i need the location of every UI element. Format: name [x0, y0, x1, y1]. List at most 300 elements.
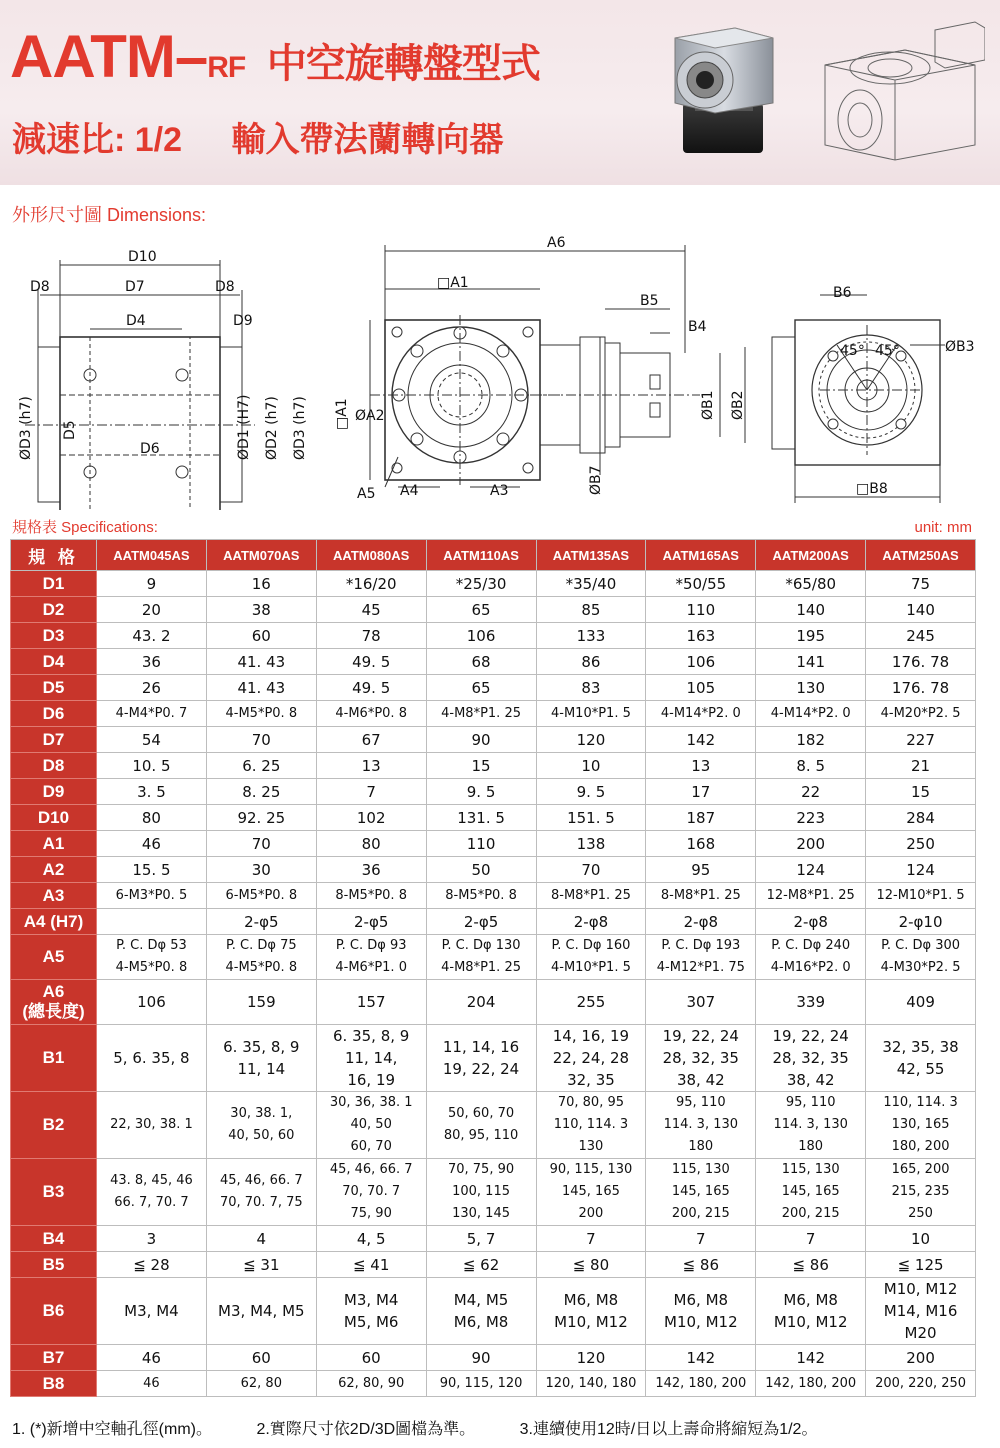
table-cell: 68	[426, 649, 536, 675]
label-b4: B4	[688, 319, 707, 335]
table-cell: 187	[646, 805, 756, 831]
table-cell: 2-φ8	[536, 909, 646, 935]
table-row	[11, 805, 976, 831]
table-cell: ≦ 86	[646, 1252, 756, 1278]
table-cell: 22, 30, 38. 1	[97, 1092, 207, 1159]
table-cell: 2-φ5	[316, 909, 426, 935]
table-cell: 159	[206, 980, 316, 1025]
table-cell: 6. 35, 8, 9 11, 14	[206, 1025, 316, 1092]
table-cell: 245	[866, 623, 976, 649]
note-3: 3.連續使用12時/日以上壽命將縮短為1/2。	[519, 1421, 818, 1438]
row-label: D3	[11, 623, 97, 649]
note-1: 1. (*)新增中空軸孔徑(mm)。	[12, 1421, 212, 1438]
unit-label: unit: mm	[914, 519, 972, 536]
table-cell: 65	[426, 597, 536, 623]
table-cell: 4-M14*P2. 0	[756, 701, 866, 727]
row-label: A4 (H7)	[11, 909, 97, 935]
label-a4: A4	[400, 483, 419, 499]
table-cell: 2-φ8	[646, 909, 756, 935]
row-label: B5	[11, 1252, 97, 1278]
row-label: D7	[11, 727, 97, 753]
title-chinese: 中空旋轉盤型式	[266, 42, 540, 86]
row-label: A5	[11, 935, 97, 980]
table-cell: 75	[866, 571, 976, 597]
table-cell: 142	[756, 1345, 866, 1371]
table-cell: 4, 5	[316, 1226, 426, 1252]
table-cell: 13	[316, 753, 426, 779]
table-cell: 45, 46, 66. 7 70, 70. 7 75, 90	[316, 1159, 426, 1226]
table-row	[11, 1092, 976, 1159]
table-cell: M10, M12 M14, M16 M20	[866, 1278, 976, 1345]
product-photo	[665, 8, 780, 158]
table-cell: M6, M8 M10, M12	[646, 1278, 756, 1345]
table-cell: 182	[756, 727, 866, 753]
table-cell: 204	[426, 980, 536, 1025]
table-cell: 9	[97, 571, 207, 597]
table-cell: 106	[646, 649, 756, 675]
table-cell: 138	[536, 831, 646, 857]
model-name: AATM	[10, 23, 175, 90]
table-cell: 26	[97, 675, 207, 701]
table-cell: M6, M8 M10, M12	[756, 1278, 866, 1345]
table-cell: 12-M10*P1. 5	[866, 883, 976, 909]
table-cell: 142, 180, 200	[646, 1371, 756, 1397]
table-cell: 80	[97, 805, 207, 831]
table-cell: 409	[866, 980, 976, 1025]
isometric-drawing	[815, 20, 985, 165]
table-row	[11, 779, 976, 805]
table-row	[11, 1252, 976, 1278]
label-a2: ØA2	[355, 408, 385, 424]
table-cell: 110, 114. 3 130, 165 180, 200	[866, 1092, 976, 1159]
table-header-row	[11, 540, 976, 571]
table-cell: 10	[536, 753, 646, 779]
row-label: B2	[11, 1092, 97, 1159]
label-b1: ØB1	[700, 390, 716, 420]
table-cell: 11, 14, 16 19, 22, 24	[426, 1025, 536, 1092]
label-a6: A6	[547, 235, 566, 251]
table-row	[11, 571, 976, 597]
table-cell: 4-M8*P1. 25	[426, 701, 536, 727]
label-b6: B6	[833, 285, 852, 301]
table-cell: M3, M4, M5	[206, 1278, 316, 1345]
table-cell: 15	[866, 779, 976, 805]
table-cell: 60	[206, 623, 316, 649]
table-cell: P. C. Dφ 75 4-M5*P0. 8	[206, 935, 316, 980]
table-cell: 92. 25	[206, 805, 316, 831]
table-cell: 157	[316, 980, 426, 1025]
label-d3-left: ØD3 (h7)	[18, 396, 34, 460]
table-cell: 19, 22, 24 28, 32, 35 38, 42	[646, 1025, 756, 1092]
table-cell: 124	[756, 857, 866, 883]
table-cell: 6. 35, 8, 9 11, 14, 16, 19	[316, 1025, 426, 1092]
table-cell: 141	[756, 649, 866, 675]
table-cell: *25/30	[426, 571, 536, 597]
table-cell: ≦ 28	[97, 1252, 207, 1278]
corner-cell: 規 格	[11, 540, 97, 571]
table-body	[11, 571, 976, 1397]
table-cell: 2-φ5	[206, 909, 316, 935]
reduction-ratio: 減速比: 1/2	[12, 121, 183, 159]
table-cell: 90	[426, 1345, 536, 1371]
table-cell: 70	[206, 831, 316, 857]
table-cell: 49. 5	[316, 649, 426, 675]
table-cell: 339	[756, 980, 866, 1025]
row-label: D2	[11, 597, 97, 623]
label-d6: D6	[140, 441, 160, 457]
table-cell: P. C. Dφ 160 4-M10*P1. 5	[536, 935, 646, 980]
row-label: D4	[11, 649, 97, 675]
row-label: A6 (總長度)	[11, 980, 97, 1025]
row-label: B6	[11, 1278, 97, 1345]
row-label: B8	[11, 1371, 97, 1397]
table-cell: 8. 5	[756, 753, 866, 779]
table-cell: 307	[646, 980, 756, 1025]
table-cell: 50	[426, 857, 536, 883]
table-cell: P. C. Dφ 53 4-M5*P0. 8	[97, 935, 207, 980]
table-row	[11, 980, 976, 1025]
table-cell: 65	[426, 675, 536, 701]
label-d10: D10	[128, 249, 157, 265]
table-cell: 131. 5	[426, 805, 536, 831]
label-b7: ØB7	[588, 465, 604, 495]
table-cell: 8. 25	[206, 779, 316, 805]
table-cell: 102	[316, 805, 426, 831]
table-cell: M6, M8 M10, M12	[536, 1278, 646, 1345]
table-cell	[97, 909, 207, 935]
table-cell: *35/40	[536, 571, 646, 597]
label-d2: ØD2 (h7)	[264, 396, 280, 460]
row-label: D9	[11, 779, 97, 805]
table-cell: 165, 200 215, 235 250	[866, 1159, 976, 1226]
model-header: AATM135AS	[536, 540, 646, 571]
table-cell: 15	[426, 753, 536, 779]
table-cell: ≦ 62	[426, 1252, 536, 1278]
table-cell: P. C. Dφ 130 4-M8*P1. 25	[426, 935, 536, 980]
table-cell: 78	[316, 623, 426, 649]
table-cell: 284	[866, 805, 976, 831]
table-cell: 163	[646, 623, 756, 649]
table-cell: 200, 220, 250	[866, 1371, 976, 1397]
table-cell: 16	[206, 571, 316, 597]
table-cell: 14, 16, 19 22, 24, 28 32, 35	[536, 1025, 646, 1092]
table-cell: 151. 5	[536, 805, 646, 831]
table-cell: 140	[866, 597, 976, 623]
table-cell: 176. 78	[866, 649, 976, 675]
label-a1-vertical: □A1	[334, 398, 350, 430]
table-cell: 6. 25	[206, 753, 316, 779]
table-cell: 8-M5*P0. 8	[316, 883, 426, 909]
table-cell: 195	[756, 623, 866, 649]
table-cell: 19, 22, 24 28, 32, 35 38, 42	[756, 1025, 866, 1092]
table-cell: 86	[536, 649, 646, 675]
model-header: AATM165AS	[646, 540, 756, 571]
table-cell: 4-M20*P2. 5	[866, 701, 976, 727]
table-cell: 95, 110 114. 3, 130 180	[756, 1092, 866, 1159]
table-cell: 43. 2	[97, 623, 207, 649]
label-angle-right: 45°	[875, 343, 900, 359]
note-2: 2.實際尺寸依2D/3D圖檔為準。	[256, 1421, 476, 1438]
table-cell: P. C. Dφ 300 4-M30*P2. 5	[866, 935, 976, 980]
table-cell: 4-M10*P1. 5	[536, 701, 646, 727]
table-cell: 227	[866, 727, 976, 753]
label-b2: ØB2	[730, 390, 746, 420]
table-cell: 85	[536, 597, 646, 623]
table-cell: 250	[866, 831, 976, 857]
table-cell: 2-φ8	[756, 909, 866, 935]
label-d5: D5	[62, 420, 78, 440]
table-cell: 6-M3*P0. 5	[97, 883, 207, 909]
table-cell: 60	[316, 1345, 426, 1371]
table-cell: 142, 180, 200	[756, 1371, 866, 1397]
row-label: A2	[11, 857, 97, 883]
footer-notes	[12, 1416, 857, 1439]
table-row	[11, 623, 976, 649]
table-cell: 5, 6. 35, 8	[97, 1025, 207, 1092]
table-cell: 2-φ10	[866, 909, 976, 935]
specifications-table	[10, 539, 976, 1397]
label-d4: D4	[126, 313, 146, 329]
specifications-heading: 規格表 Specifications:	[12, 519, 158, 536]
table-cell: 90, 115, 130 145, 165 200	[536, 1159, 646, 1226]
table-cell: 8-M8*P1. 25	[536, 883, 646, 909]
label-d3-right: ØD3 (h7)	[292, 396, 308, 460]
table-row	[11, 1159, 976, 1226]
table-cell: M3, M4	[97, 1278, 207, 1345]
label-a1: □A1	[437, 275, 469, 291]
table-cell: *50/55	[646, 571, 756, 597]
row-label: D10	[11, 805, 97, 831]
table-cell: 54	[97, 727, 207, 753]
row-label: B3	[11, 1159, 97, 1226]
table-cell: 9. 5	[536, 779, 646, 805]
label-a5: A5	[357, 486, 376, 502]
table-cell: 133	[536, 623, 646, 649]
table-cell: 140	[756, 597, 866, 623]
table-cell: 120	[536, 727, 646, 753]
table-cell: 41. 43	[206, 675, 316, 701]
table-cell: P. C. Dφ 240 4-M16*P2. 0	[756, 935, 866, 980]
table-cell: 120, 140, 180	[536, 1371, 646, 1397]
table-cell: 45, 46, 66. 7 70, 70. 7, 75	[206, 1159, 316, 1226]
table-row	[11, 1345, 976, 1371]
table-cell: 62, 80	[206, 1371, 316, 1397]
table-cell: 80	[316, 831, 426, 857]
table-cell: 46	[97, 1371, 207, 1397]
table-cell: 7	[646, 1226, 756, 1252]
table-cell: 106	[426, 623, 536, 649]
table-cell: 17	[646, 779, 756, 805]
row-label: B7	[11, 1345, 97, 1371]
model-header: AATM250AS	[866, 540, 976, 571]
label-d7: D7	[125, 279, 145, 295]
table-row	[11, 1226, 976, 1252]
table-cell: 200	[866, 1345, 976, 1371]
table-cell: 90	[426, 727, 536, 753]
table-row	[11, 831, 976, 857]
table-cell: M4, M5 M6, M8	[426, 1278, 536, 1345]
table-cell: ≦ 86	[756, 1252, 866, 1278]
table-cell: 110	[426, 831, 536, 857]
header-banner	[0, 0, 1000, 185]
table-row	[11, 857, 976, 883]
table-row	[11, 935, 976, 980]
table-cell: 30, 38. 1, 40, 50, 60	[206, 1092, 316, 1159]
table-cell: P. C. Dφ 193 4-M12*P1. 75	[646, 935, 756, 980]
table-cell: ≦ 31	[206, 1252, 316, 1278]
label-b8: □B8	[856, 481, 888, 497]
table-cell: 95	[646, 857, 756, 883]
row-label: D5	[11, 675, 97, 701]
dimensions-heading: 外形尺寸圖 Dimensions:	[12, 205, 207, 225]
table-cell: 223	[756, 805, 866, 831]
table-cell: 200	[756, 831, 866, 857]
table-row	[11, 597, 976, 623]
table-cell: 46	[97, 831, 207, 857]
table-cell: 62, 80, 90	[316, 1371, 426, 1397]
table-cell: 130	[756, 675, 866, 701]
subtitle	[12, 112, 504, 161]
table-cell: 4	[206, 1226, 316, 1252]
table-cell: 10	[866, 1226, 976, 1252]
model-header: AATM045AS	[97, 540, 207, 571]
table-row	[11, 701, 976, 727]
table-cell: 38	[206, 597, 316, 623]
table-cell: 9. 5	[426, 779, 536, 805]
table-cell: 6-M5*P0. 8	[206, 883, 316, 909]
label-b3: ØB3	[945, 339, 975, 355]
row-label: B1	[11, 1025, 97, 1092]
table-cell: ≦ 80	[536, 1252, 646, 1278]
row-label: D1	[11, 571, 97, 597]
table-row	[11, 909, 976, 935]
table-cell: 142	[646, 1345, 756, 1371]
table-cell: 105	[646, 675, 756, 701]
table-cell: 49. 5	[316, 675, 426, 701]
table-cell: 30, 36, 38. 1 40, 50 60, 70	[316, 1092, 426, 1159]
table-cell: 20	[97, 597, 207, 623]
table-cell: 124	[866, 857, 976, 883]
table-cell: 67	[316, 727, 426, 753]
title-dash: –	[174, 23, 208, 90]
table-cell: 15. 5	[97, 857, 207, 883]
model-header: AATM080AS	[316, 540, 426, 571]
table-cell: 43. 8, 45, 46 66. 7, 70. 7	[97, 1159, 207, 1226]
table-cell: 30	[206, 857, 316, 883]
table-row	[11, 675, 976, 701]
input-type: 輸入帶法蘭轉向器	[231, 121, 504, 159]
table-cell: 115, 130 145, 165 200, 215	[756, 1159, 866, 1226]
label-a3: A3	[490, 483, 509, 499]
table-cell: 10. 5	[97, 753, 207, 779]
table-row	[11, 1278, 976, 1345]
table-cell: 120	[536, 1345, 646, 1371]
table-cell: 168	[646, 831, 756, 857]
table-cell: 106	[97, 980, 207, 1025]
table-cell: 3. 5	[97, 779, 207, 805]
table-cell: 22	[756, 779, 866, 805]
table-cell: 12-M8*P1. 25	[756, 883, 866, 909]
label-angle-left: 45°	[840, 343, 865, 359]
table-row	[11, 727, 976, 753]
table-cell: P. C. Dφ 93 4-M6*P1. 0	[316, 935, 426, 980]
table-cell: 110	[646, 597, 756, 623]
table-row	[11, 1025, 976, 1092]
dimension-drawing	[0, 225, 1000, 510]
table-cell: 7	[316, 779, 426, 805]
table-cell: 46	[97, 1345, 207, 1371]
table-cell: 60	[206, 1345, 316, 1371]
table-cell: 32, 35, 38 42, 55	[866, 1025, 976, 1092]
table-cell: 142	[646, 727, 756, 753]
table-cell: 7	[756, 1226, 866, 1252]
table-cell: ≦ 41	[316, 1252, 426, 1278]
table-row	[11, 883, 976, 909]
model-header: AATM070AS	[206, 540, 316, 571]
table-row	[11, 649, 976, 675]
table-row	[11, 1371, 976, 1397]
table-cell: 41. 43	[206, 649, 316, 675]
table-cell: 90, 115, 120	[426, 1371, 536, 1397]
table-cell: 2-φ5	[426, 909, 536, 935]
variant-code: RF	[207, 51, 246, 84]
table-cell: 255	[536, 980, 646, 1025]
row-label: A3	[11, 883, 97, 909]
table-cell: 45	[316, 597, 426, 623]
model-header: AATM110AS	[426, 540, 536, 571]
product-title	[10, 22, 540, 91]
model-header: AATM200AS	[756, 540, 866, 571]
table-cell: 70	[536, 857, 646, 883]
label-d8-right: D8	[215, 279, 235, 295]
table-cell: 8-M8*P1. 25	[646, 883, 756, 909]
label-d1: ØD1 (H7)	[236, 394, 252, 460]
label-b5: B5	[640, 293, 659, 309]
table-cell: 50, 60, 70 80, 95, 110	[426, 1092, 536, 1159]
table-cell: *65/80	[756, 571, 866, 597]
table-cell: 3	[97, 1226, 207, 1252]
table-cell: 70	[206, 727, 316, 753]
table-cell: 5, 7	[426, 1226, 536, 1252]
table-cell: M3, M4 M5, M6	[316, 1278, 426, 1345]
table-cell: 70, 75, 90 100, 115 130, 145	[426, 1159, 536, 1226]
table-cell: 21	[866, 753, 976, 779]
table-cell: 36	[97, 649, 207, 675]
table-cell: 176. 78	[866, 675, 976, 701]
table-cell: 36	[316, 857, 426, 883]
table-cell: ≦ 125	[866, 1252, 976, 1278]
row-label: D8	[11, 753, 97, 779]
row-label: B4	[11, 1226, 97, 1252]
table-row	[11, 753, 976, 779]
table-cell: 70, 80, 95 110, 114. 3 130	[536, 1092, 646, 1159]
label-d8-left: D8	[30, 279, 50, 295]
table-cell: 13	[646, 753, 756, 779]
table-cell: *16/20	[316, 571, 426, 597]
table-cell: 4-M4*P0. 7	[97, 701, 207, 727]
table-cell: 4-M14*P2. 0	[646, 701, 756, 727]
table-cell: 83	[536, 675, 646, 701]
label-d9: D9	[233, 313, 253, 329]
row-label: D6	[11, 701, 97, 727]
table-cell: 8-M5*P0. 8	[426, 883, 536, 909]
table-cell: 4-M5*P0. 8	[206, 701, 316, 727]
table-cell: 95, 110 114. 3, 130 180	[646, 1092, 756, 1159]
table-cell: 4-M6*P0. 8	[316, 701, 426, 727]
table-cell: 115, 130 145, 165 200, 215	[646, 1159, 756, 1226]
row-label: A1	[11, 831, 97, 857]
table-cell: 7	[536, 1226, 646, 1252]
